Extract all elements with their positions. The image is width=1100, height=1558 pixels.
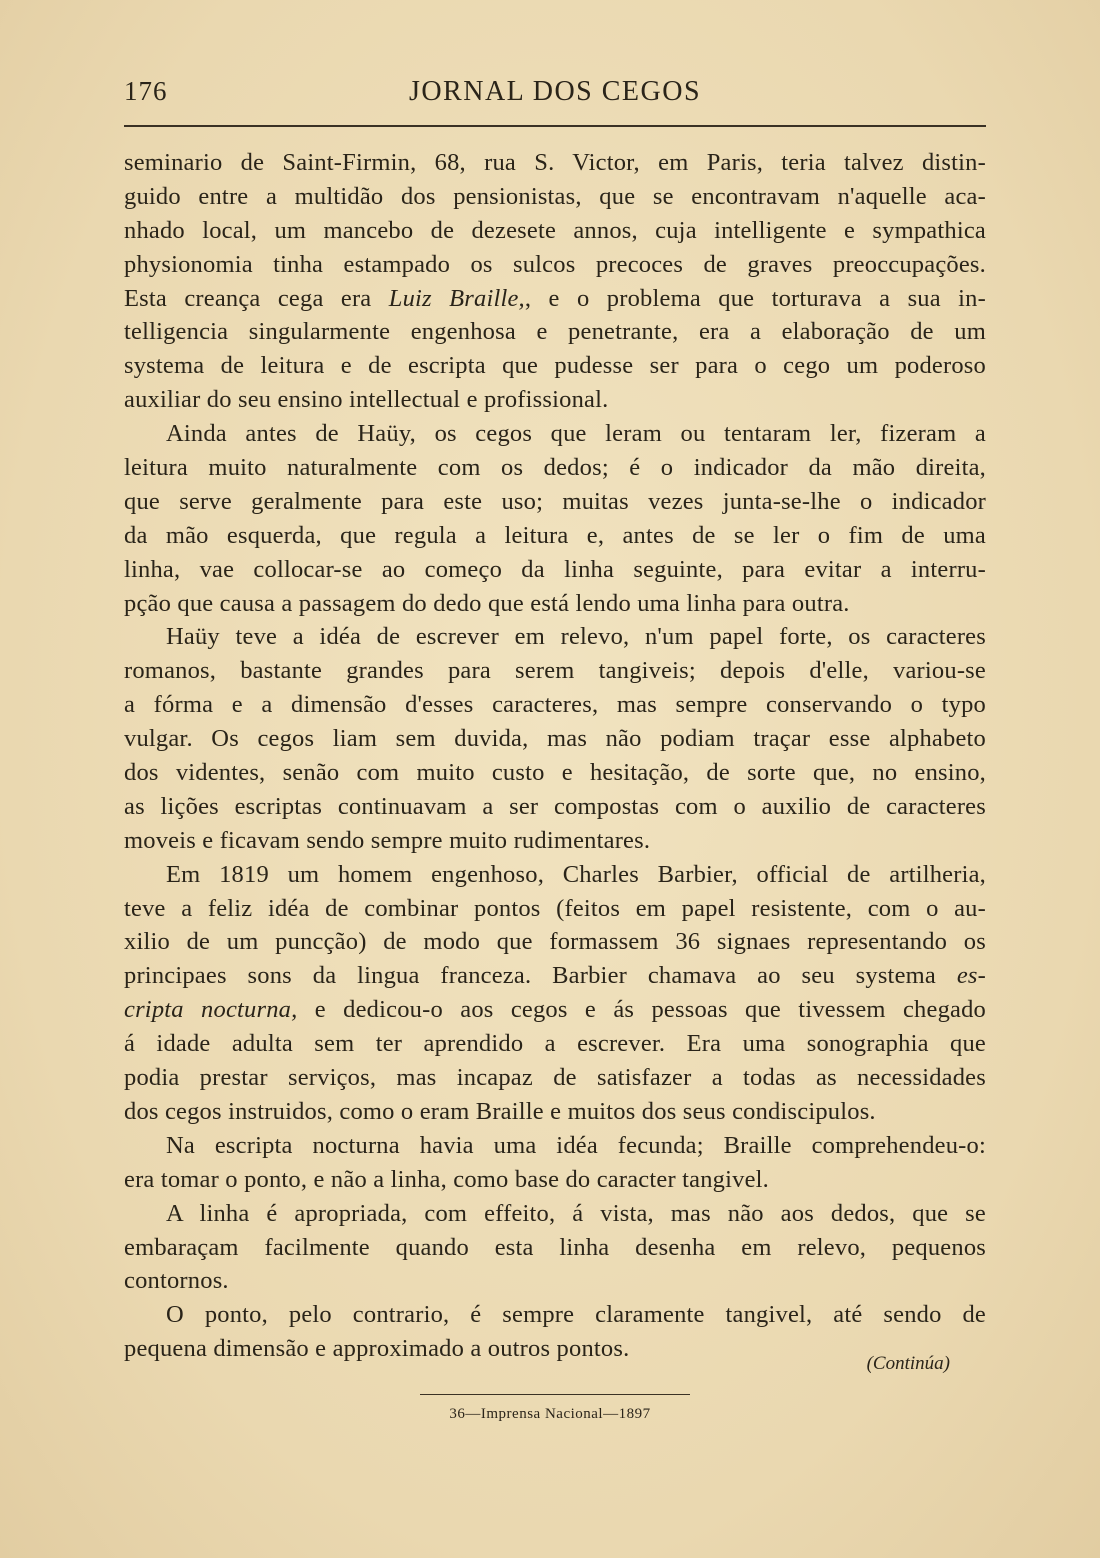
text-line: Em 1819 um homem engenhoso, Charles Barbier, official de artilheria, bbox=[166, 860, 986, 888]
text-line: a fórma e a dimensão d'esses caracteres, mas sempre conservando o typo bbox=[124, 691, 986, 719]
text-line: Ainda antes de Haüy, os cegos que leram ou tentaram ler, fizeram a bbox=[166, 420, 986, 448]
text-line: á idade adulta sem ter aprendido a escrever. Era uma sonographia que bbox=[124, 1030, 986, 1058]
header-rule bbox=[124, 125, 986, 127]
text-line: podia prestar serviços, mas incapaz de satisfazer a todas as necessidades bbox=[124, 1064, 986, 1092]
text-line: Na escripta nocturna havia uma idéa fecunda; Braille comprehendeu-o: bbox=[166, 1131, 986, 1159]
text-line: telligencia singularmente engenhosa e penetrante, era a elaboração de um bbox=[124, 318, 986, 346]
text-line: dos videntes, senão com muito custo e hesitação, de sorte que, no ensino, bbox=[124, 759, 986, 787]
running-title: JORNAL DOS CEGOS bbox=[408, 76, 702, 107]
text-line: linha, vae collocar-se ao começo da linha seguinte, para evitar a interru- bbox=[124, 555, 986, 583]
text-line: as lições escriptas continuavam a ser compostas com o auxilio de caracteres bbox=[124, 792, 986, 820]
text-line: moveis e ficavam sendo sempre muito rudimentares. bbox=[124, 826, 651, 854]
text-line: systema de leitura e de escripta que pudesse ser para o cego um poderoso bbox=[124, 352, 986, 380]
article-body bbox=[124, 146, 986, 1366]
person-name-braille: Luiz Braille, bbox=[388, 284, 525, 312]
text-line: era tomar o ponto, e não a linha, como base do caracter tangivel. bbox=[124, 1165, 769, 1193]
text-line: seminario de Saint-Firmin, 68, rua S. Victor, em Paris, teria talvez distin- bbox=[124, 149, 986, 176]
text-line: principaes sons da lingua franceza. Barbier chamava ao seu systema es- bbox=[124, 962, 986, 990]
text-line: O ponto, pelo contrario, é sempre claramente tangivel, até sendo de bbox=[166, 1301, 986, 1329]
text-line: nhado local, um mancebo de dezesete annos, cuja intelligente e sympathica bbox=[124, 216, 986, 244]
text-line: da mão esquerda, que regula a leitura e, antes de se ler o fim de uma bbox=[124, 521, 986, 549]
text-line: embaraçam facilmente quando esta linha desenha em relevo, pequenos bbox=[124, 1233, 986, 1261]
paragraph-3 bbox=[124, 620, 986, 857]
text-line: que serve geralmente para este uso; muitas vezes junta-se-lhe o indicador bbox=[124, 487, 986, 515]
printer-imprint: 36—Imprensa Nacional—1897 bbox=[449, 1406, 651, 1422]
text-line: cripta nocturna, e dedicou-o aos cegos e ás pessoas que tivessem chegado bbox=[124, 996, 986, 1024]
paragraph-4 bbox=[124, 858, 986, 1129]
continued-note: (Continúa) bbox=[866, 1353, 950, 1374]
page-number: 176 bbox=[124, 76, 168, 106]
paragraph-1 bbox=[124, 146, 986, 417]
page-header bbox=[124, 76, 986, 116]
text-line: Haüy teve a idéa de escrever em relevo, n'um papel forte, os caracteres bbox=[166, 623, 986, 651]
text-line: vulgar. Os cegos liam sem duvida, mas não podiam traçar esse alphabeto bbox=[124, 725, 986, 753]
paragraph-5 bbox=[124, 1129, 986, 1197]
text-line: leitura muito naturalmente com os dedos; é o indicador da mão direita, bbox=[124, 454, 986, 482]
text-line: contornos. bbox=[124, 1267, 229, 1295]
text-line: physionomia tinha estampado os sulcos precoces de graves preoccupações. bbox=[124, 250, 986, 278]
text-line: pção que causa a passagem do dedo que está lendo uma linha para outra. bbox=[124, 589, 850, 617]
term-escripta-nocturna: cripta nocturna, bbox=[124, 996, 298, 1024]
text-line: teve a feliz idéa de combinar pontos (feitos em papel resistente, com o au- bbox=[124, 894, 986, 922]
paragraph-7 bbox=[124, 1298, 986, 1366]
text-line: xilio de um puncção) de modo que formassem 36 signaes representando os bbox=[124, 928, 986, 956]
footer-rule bbox=[420, 1394, 690, 1395]
text-line: guido entre a multidão dos pensionistas, que se encontravam n'aquelle aca- bbox=[124, 182, 986, 210]
paragraph-6 bbox=[124, 1197, 986, 1299]
text-line: Esta creança cega era Luiz Braille,, e o problema que torturava a sua in- bbox=[124, 284, 986, 312]
paragraph-2 bbox=[124, 417, 986, 620]
text-line: A linha é apropriada, com effeito, á vista, mas não aos dedos, que se bbox=[166, 1199, 986, 1227]
text-line: romanos, bastante grandes para serem tangiveis; depois d'elle, variou-se bbox=[124, 657, 986, 685]
text-line: pequena dimensão e approximado a outros pontos. bbox=[124, 1335, 630, 1363]
text-line: dos cegos instruidos, como o eram Braille e muitos dos seus condiscipulos. bbox=[124, 1097, 876, 1125]
text-line: auxiliar do seu ensino intellectual e profissional. bbox=[124, 386, 609, 414]
